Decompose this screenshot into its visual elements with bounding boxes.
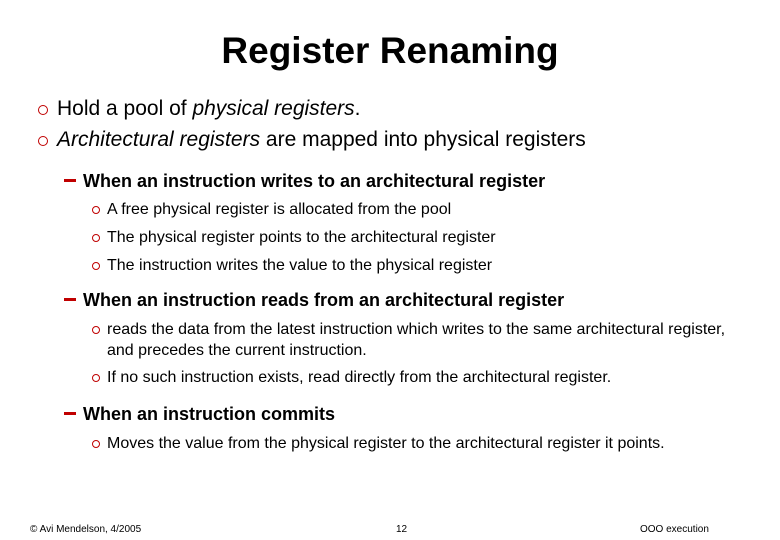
bullet-text: Hold a pool of physical registers.	[57, 97, 361, 120]
section-heading-commits: When an instruction commits	[64, 402, 335, 426]
dash-bullet-icon	[64, 298, 76, 301]
list-item: If no such instruction exists, read directly from the architectural register.	[92, 367, 727, 388]
bullet-text: Architectural registers are mapped into physical registers	[57, 128, 586, 151]
bullet-circle-icon	[92, 326, 100, 334]
list-item: The physical register points to the architectural register	[92, 227, 727, 248]
footer-page-number: 12	[396, 524, 408, 535]
section-heading-reads: When an instruction reads from an architectural register	[64, 288, 564, 312]
dash-bullet-icon	[64, 412, 76, 415]
list-item: The instruction writes the value to the physical register	[92, 255, 727, 276]
bullet-circle-icon	[92, 374, 100, 382]
footer-author: © Avi Mendelson, 4/2005	[30, 524, 142, 535]
list-item: Moves the value from the physical register to the architectural register it points.	[92, 433, 727, 454]
bullet-circle-icon	[92, 206, 100, 214]
section-heading-writes: When an instruction writes to an architectural register	[64, 169, 545, 193]
bullet-circle-icon	[38, 105, 48, 115]
bullet-architectural-mapping	[38, 126, 586, 154]
dash-bullet-icon	[64, 179, 76, 182]
slide-title: Register Renaming	[221, 30, 559, 71]
footer-topic: OOO execution	[640, 524, 709, 535]
bullet-circle-icon	[92, 262, 100, 270]
bullet-physical-pool	[38, 95, 361, 123]
list-item: reads the data from the latest instruction which writes to the same architectural register, and precedes the current instruction.	[92, 319, 727, 361]
bullet-circle-icon	[38, 136, 48, 146]
bullet-circle-icon	[92, 234, 100, 242]
bullet-circle-icon	[92, 440, 100, 448]
list-item: A free physical register is allocated from the pool	[92, 199, 727, 220]
